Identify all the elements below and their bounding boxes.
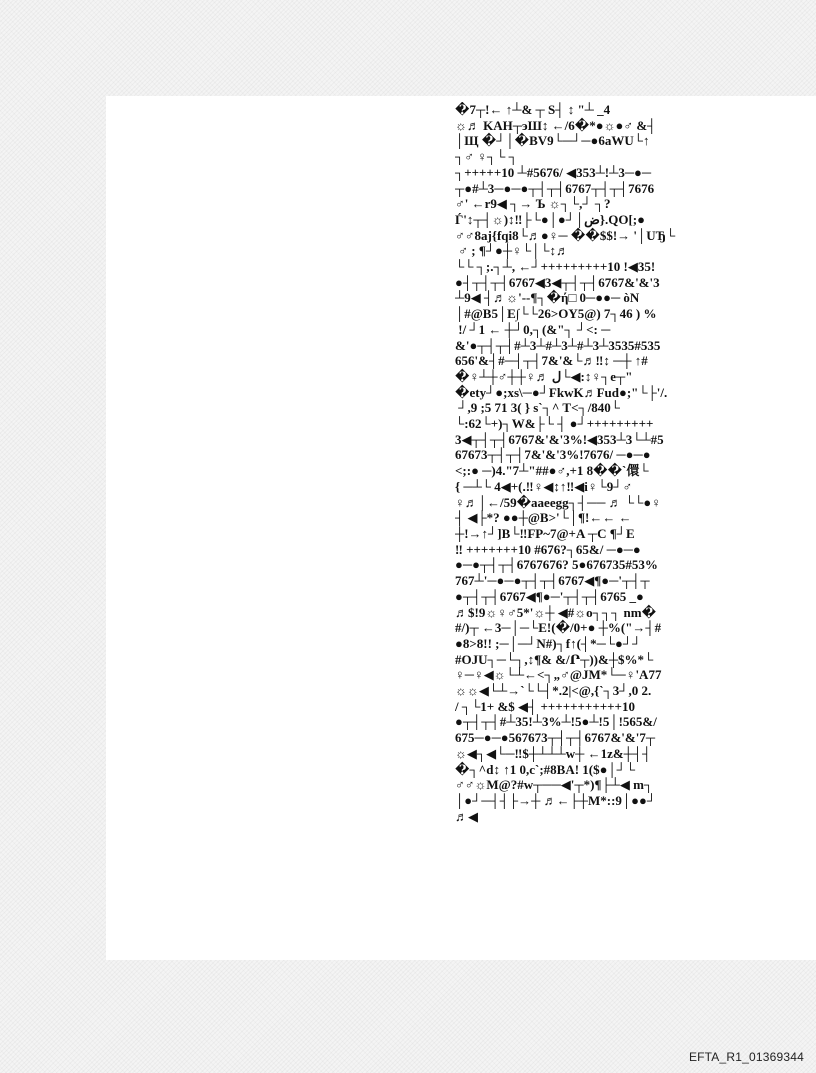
text-line: ♬$!9☼♀♂5*'☼┼ ◀#☼o┐┐┐ nm� bbox=[455, 604, 657, 620]
text-line: ┼!→↑┘]B└‼FP~7@+A ┬C ¶┘E bbox=[455, 525, 635, 541]
text-line: �7┬!← ↑┴& ┬ S┤ ↕ "┴ _4 bbox=[455, 102, 611, 117]
document-page bbox=[106, 96, 816, 960]
text-line: <;:● ─)4."7┴"##●♂,+1 8��`儇└ bbox=[455, 463, 649, 479]
text-line: &'●┬┤┬┤#┴3┴#┴3┴#┴3┴3535#535 bbox=[455, 337, 661, 353]
text-line: ●─●┬┤┬┤6767676? 5●676735#53% bbox=[455, 557, 658, 573]
text-line: / ┐└1+ &$ ◀┤ +++++++++++10 bbox=[455, 698, 635, 714]
text-line: └:62└+)┐W&├└ ┤ ●┘+++++++++ bbox=[455, 416, 654, 432]
text-line: ┴9◀ ┤♬☼'--¶┐�ή□ 0─●●─ òN bbox=[455, 290, 640, 306]
text-line: ♀─♀◀☼└┴←<┐„♂@JM*└─♀'A77 bbox=[455, 667, 662, 683]
text-line: ☼♬ KAH┬эШ↕ ←/6�*●☼●♂ &┤ bbox=[455, 117, 657, 133]
text-line: │●┘─┤┤├→┼ ♬←├┼M*::9│●●┘ bbox=[455, 792, 657, 808]
text-line: │Щ �┘│�BV9└─┘─●6aWU└↑ bbox=[455, 133, 650, 149]
text-line: { ─┴└ 4◀+(.‼♀◀↕↑‼◀i♀└9┘♂ bbox=[455, 478, 633, 494]
text-line: ┘,9 ;5 71 3( } s`┐^ T<┐/840└ bbox=[455, 400, 621, 416]
text-line: Ѓ'↕┬┤☼)↕‼├└●│●┘│ض}.QO[;● bbox=[455, 211, 645, 227]
text-line: └└ ┐;.┐┴, ←┘+++++++++10 !◀35! bbox=[455, 259, 656, 275]
text-line: ♀♬│←/59�aaeegg┐┤── ♬ └└●♀ bbox=[455, 494, 661, 510]
text-line: 767┴'─●─●┬┤┬┤6767◀¶●─'┬┤┬ bbox=[455, 573, 650, 589]
text-line: �ety┘●;xs\─●┘FkwK♬Fud●;"└├'/. bbox=[455, 384, 668, 400]
text-line: ☼☼◀└┴→`└└┤*.2|<@,{`┐3┘,0 2. bbox=[455, 683, 652, 699]
document-id-label: EFTA_R1_01369344 bbox=[688, 1050, 804, 1064]
text-line: ┤ ◀├*? ●●┼@B>'└│¶!←← ← bbox=[455, 510, 632, 526]
text-line: 656'&┤#─┤┬┤7&'&└♬‼↕ ─┼ ↑# bbox=[455, 353, 648, 369]
text-line: ♂' ←r9◀ ┐→ Ъ ☼┐└,┘ ┐? bbox=[455, 196, 611, 212]
text-line: │#@B5│E∫└└26>OY5@) 7┐46 ) % bbox=[455, 306, 657, 322]
text-line: 675─●─●567673┬┤┬┤6767&'&'7┬ bbox=[455, 730, 656, 746]
text-line: ●┤┬┤┬┤6767◀3◀┬┤┬┤6767&'&'3 bbox=[455, 274, 660, 290]
text-line: 3◀┬┤┬┤6767&'&'3%!◀353┴3└┴#5 bbox=[455, 431, 664, 447]
text-line: ●8>8!! ;─│─┘N#)┐f↑(┤*─└●┘┘ bbox=[455, 635, 642, 651]
text-line: ●┬┤┬┤#┴35!┴3%┴!5●┴!5│!565&/ bbox=[455, 714, 657, 730]
text-line: ●┬┤┬┤6767◀¶●─'┬┤┬┤6765 _● bbox=[455, 588, 644, 604]
text-line: ┐♂ ♀┐└ ┐ bbox=[455, 149, 518, 165]
text-line: ♂♂☼M@?#w┬──◀'┬*)¶├┴◀ m┐ bbox=[455, 777, 654, 793]
garbled-text-block bbox=[455, 102, 816, 958]
text-line: 67673┬┤┬┤7&'&'3%!7676/ ─●─● bbox=[455, 447, 651, 463]
text-line: ‼ +++++++10 #676?┐65&/ ─●─● bbox=[455, 541, 641, 557]
text-line: !/ ┘1 ← ┼┘0,┐(&"┐ ┘<: ─ bbox=[455, 321, 611, 337]
text-line: ┬●#┴3─●─●┬┤┬┤6767┬┤┬┤7676 bbox=[455, 180, 655, 196]
text-line: #/)┬ ←3─│─└E!(�/0+● ┼%("→┤# bbox=[455, 620, 662, 636]
text-line: #OJU┐─└┐,↕¶& &/Ր┬))&┼$%*└ bbox=[455, 651, 654, 667]
text-line: ♬◀ bbox=[455, 808, 478, 824]
text-line: �┐^d↕ ↑1 0,c`;#8BA! 1($●│┘└ bbox=[455, 761, 636, 777]
text-line: ♂♂8aj{fqi8└♬●♀─ ��$$!→ '│UЂ└ bbox=[455, 227, 676, 243]
text-line: �♀┴┼♂┼┼♀♬ ﻝ└◀:↕♀┐e┬" bbox=[455, 368, 633, 384]
text-line: ┐+++++10 ┴#5676/ ◀353┴!┴3─●─ bbox=[455, 164, 652, 180]
text-line: ☼◀┐◀└─‼$┼┴┴┴w┼ ←1z&┼┤┤ bbox=[455, 745, 652, 761]
text-line: ♂ ; ¶┘●┼♀└│└↕♬ bbox=[455, 243, 570, 259]
